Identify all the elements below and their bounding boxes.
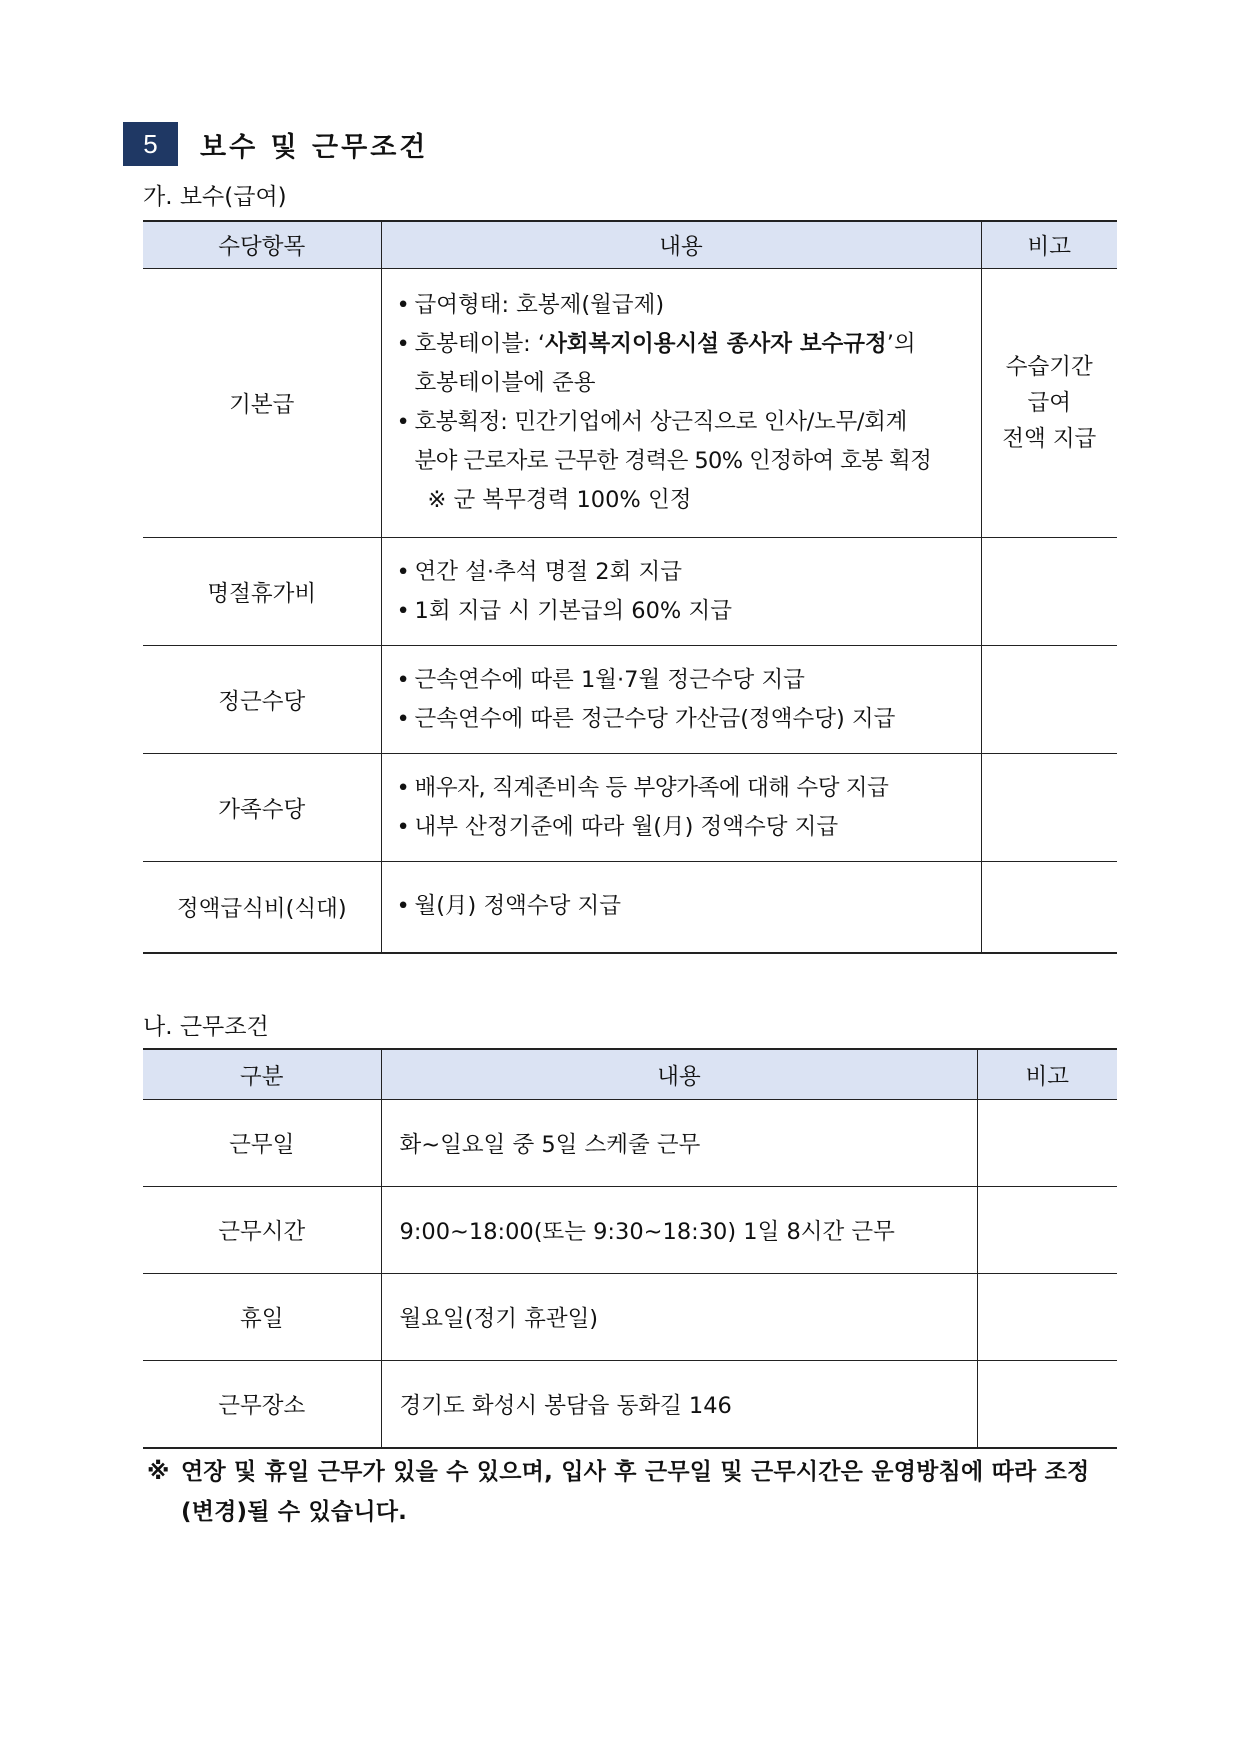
- bullet-line: • 근속연수에 따른 1월·7월 정근수당 지급: [396, 661, 973, 700]
- row-note: [981, 646, 1117, 754]
- row-content: [381, 538, 981, 646]
- row-item: 가족수당: [143, 754, 381, 862]
- bullet-line: • 1회 지급 시 기본급의 60% 지급: [396, 592, 973, 631]
- row-content: 월요일(정기 휴관일): [381, 1274, 977, 1361]
- bullet-line: • 호봉획정: 민간기업에서 상근직으로 인사/노무/회계: [396, 403, 973, 442]
- row-note: [977, 1361, 1117, 1448]
- row-content: 9:00~18:00(또는 9:30~18:30) 1일 8시간 근무: [381, 1187, 977, 1274]
- table-row: [143, 646, 1117, 754]
- pay-header-note: 비고: [981, 221, 1117, 269]
- row-note: [977, 1100, 1117, 1187]
- row-content: [381, 862, 981, 953]
- table-row: [143, 754, 1117, 862]
- note-line: 급여: [1027, 390, 1071, 416]
- reference-mark: ※: [147, 1459, 170, 1485]
- continued-line: 호봉테이블에 준용: [414, 370, 596, 396]
- row-content: 화~일요일 중 5일 스케줄 근무: [381, 1100, 977, 1187]
- row-note: [981, 754, 1117, 862]
- pay-header-content: 내용: [381, 221, 981, 269]
- continued-line: 분야 근로자로 근무한 경력은 50% 인정하여 호봉 획정: [414, 448, 932, 474]
- table-row: [143, 862, 1117, 953]
- work-header-content: 내용: [381, 1049, 977, 1100]
- row-item: 명절휴가비: [143, 538, 381, 646]
- row-item: 기본급: [143, 269, 381, 538]
- row-item: 근무시간: [143, 1187, 381, 1274]
- row-item: 근무장소: [143, 1361, 381, 1448]
- pay-header-item: 수당항목: [143, 221, 381, 269]
- row-content: [381, 754, 981, 862]
- row-note: [981, 862, 1117, 953]
- row-note: [977, 1274, 1117, 1361]
- pay-table: [143, 220, 1117, 954]
- table-row: [143, 269, 1117, 538]
- note-line: 전액 지급: [1002, 426, 1097, 452]
- pay-subtitle: 가. 보수(급여): [143, 184, 287, 210]
- bullet-line: • 월(月) 정액수당 지급: [396, 887, 973, 926]
- row-content: 경기도 화성시 봉담읍 동화길 146: [381, 1361, 977, 1448]
- bullet-line: • 연간 설·추석 명절 2회 지급: [396, 553, 973, 592]
- row-note: [981, 269, 1117, 538]
- bullet-line: • 내부 산정기준에 따라 월(月) 정액수당 지급: [396, 808, 973, 847]
- regulation-name: 사회복지이용시설 종사자 보수규정: [545, 331, 887, 357]
- pay-header-row: [143, 221, 1117, 269]
- row-item: 휴일: [143, 1274, 381, 1361]
- table-row: [143, 538, 1117, 646]
- bullet-line: • 급여형태: 호봉제(월급제): [396, 286, 973, 325]
- footnote: [147, 1452, 1117, 1532]
- section-header: [123, 122, 428, 166]
- row-item: 정액급식비(식대): [143, 862, 381, 953]
- work-table: [143, 1048, 1117, 1449]
- row-content: [381, 269, 981, 538]
- row-item: 근무일: [143, 1100, 381, 1187]
- row-note: [981, 538, 1117, 646]
- table-row: [143, 1100, 1117, 1187]
- section-number: 5: [123, 122, 178, 166]
- work-header-row: [143, 1049, 1117, 1100]
- note-line: 수습기간: [1005, 354, 1093, 380]
- footnote-text: 연장 및 휴일 근무가 있을 수 있으며, 입사 후 근무일 및 근무시간은 운영방침에 따라 조정(변경)될 수 있습니다.: [181, 1459, 1090, 1525]
- bullet-line: • 근속연수에 따른 정근수당 가산금(정액수당) 지급: [396, 700, 973, 739]
- work-subtitle: 나. 근무조건: [143, 1014, 269, 1040]
- bullet-line: • 호봉테이블: ‘사회복지이용시설 종사자 보수규정’의: [396, 325, 973, 364]
- table-row: [143, 1187, 1117, 1274]
- table-row: [143, 1274, 1117, 1361]
- row-content: [381, 646, 981, 754]
- work-header-item: 구분: [143, 1049, 381, 1100]
- table-row: [143, 1361, 1117, 1448]
- work-header-note: 비고: [977, 1049, 1117, 1100]
- section-title: 보수 및 근무조건: [200, 131, 429, 163]
- row-item: 정근수당: [143, 646, 381, 754]
- note-line: ※ 군 복무경력 100% 인정: [427, 487, 692, 513]
- row-note: [977, 1187, 1117, 1274]
- bullet-line: • 배우자, 직계존비속 등 부양가족에 대해 수당 지급: [396, 769, 973, 808]
